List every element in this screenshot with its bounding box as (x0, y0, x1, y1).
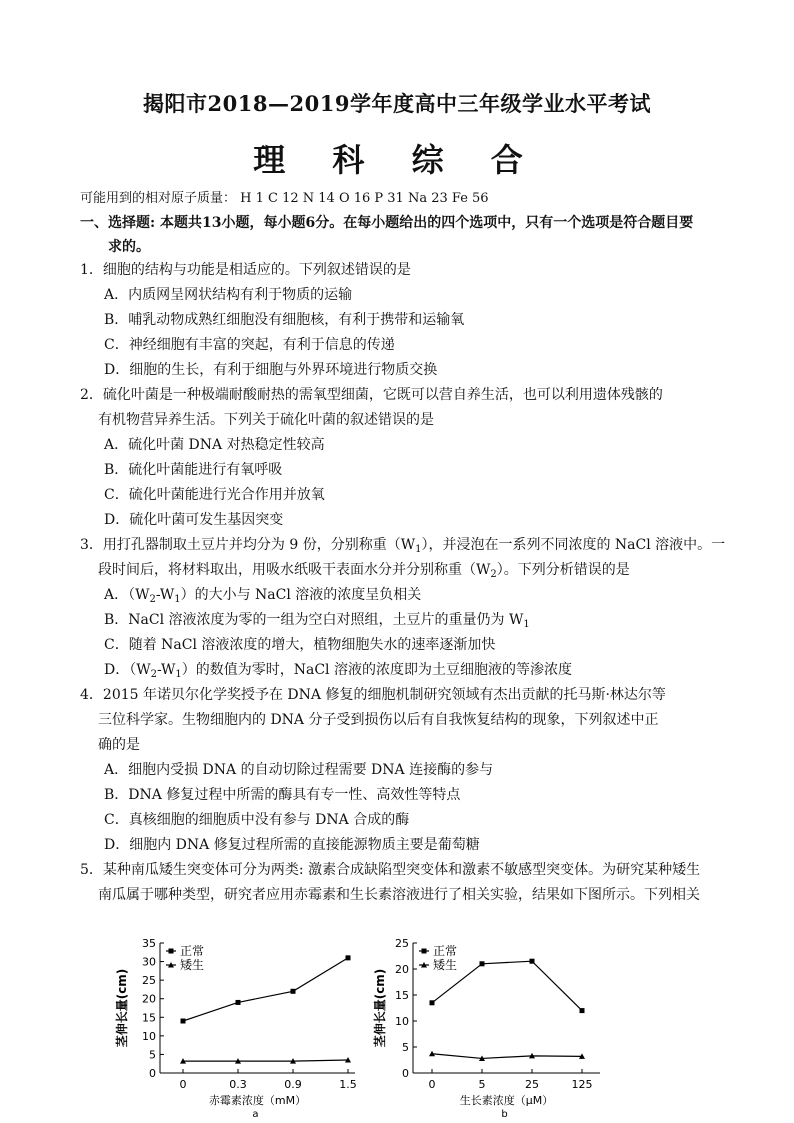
chart-b-y-axis-label: 茎伸长量(cm) (373, 968, 387, 1048)
chart-b-y-tick-label: 25 (395, 937, 409, 950)
chart-b-point-normal (430, 1000, 435, 1005)
chart-a-y-tick-label: 30 (142, 955, 156, 969)
q2-stem-line1: 2．硫化叶菌是一种极端耐酸耐热的需氧型细菌，它既可以营自养生活，也可以利用遗体残骸的 (80, 387, 663, 403)
chart-b-y-tick-label: 0 (402, 1067, 409, 1080)
chart-b-y-tick-label: 5 (402, 1041, 409, 1054)
q3-option-c: C．随着 NaCl 溶液浓度的增大，植物细胞失水的速率逐渐加快 (104, 637, 496, 653)
q1-option-d: D．细胞的生长，有利于细胞与外界环境进行物质交换 (104, 362, 438, 378)
q5-stem-line1: 5．某种南瓜矮生突变体可分为两类: 激素合成缺陷型突变体和激素不敏感型突变体。为研究某种矮生 (80, 862, 701, 878)
chart-a-x-tick-label: 1.5 (339, 1078, 357, 1091)
q3-stem-line2: 段时间后，将材料取出，用吸水纸吸干表面水分并分别称重$(W_2)$。下列分析错误的是 (98, 562, 630, 580)
chart-b-point-normal (480, 961, 485, 966)
q2-option-a: A．硫化叶菌 DNA 对热稳定性较高 (104, 437, 325, 453)
chart-b-panel-label: b (501, 1109, 508, 1118)
chart-b-point-normal (580, 1008, 585, 1013)
exam-subtitle: 理 科 综 合 (253, 141, 541, 179)
chart-a-x-axis-label: 赤霉素浓度（mM） (208, 1094, 307, 1107)
chart-b-y-tick-label: 15 (395, 989, 409, 1002)
chart-a-point-normal (236, 1000, 241, 1005)
q4-option-b: B．DNA 修复过程中所需的酶具有专一性、高效性等特点 (104, 787, 461, 803)
chart-b-x-tick-label: 125 (571, 1078, 593, 1091)
q1-option-a: A．内质网呈网状结构有利于物质的运输 (104, 287, 353, 303)
chart-a-legend-label-normal: 正常 (180, 944, 205, 958)
q3-option-b: B．NaCl 溶液浓度为零的一组为空白对照组，土豆片的重量仍为 $W_1$ (104, 612, 530, 630)
q1-stem: 1．细胞的结构与功能是相适应的。下列叙述错误的是 (80, 262, 411, 278)
chart-a-point-normal (346, 955, 351, 960)
chart-b-series-dwarf-line (432, 1054, 582, 1059)
chart-a-y-tick-label: 20 (142, 992, 156, 1006)
chart-a-point-normal (181, 1019, 186, 1024)
chart-b-x-tick-label: 5 (478, 1078, 486, 1091)
q4-option-d: D．细胞内 DNA 修复过程所需的直接能源物质主要是葡萄糖 (104, 837, 480, 853)
chart-b-x-tick-label: 25 (525, 1078, 539, 1091)
chart-a-x-tick-label: 0.9 (284, 1078, 302, 1091)
chart-b-auxin (370, 930, 610, 1118)
q3-stem-line1: 3．用打孔器制取土豆片并均分为 9 份，分别称重$(W_1)$，并浸泡在一系列不同浓度的 NaCl 溶液中。一 (80, 537, 726, 555)
q3-option-a: A．$(W_2-W_1)$的大小与 NaCl 溶液的浓度呈负相关 (104, 587, 422, 605)
chart-a-y-tick-label: 15 (142, 1011, 156, 1025)
chart-b-y-tick-label: 20 (395, 963, 409, 976)
section1-heading: 一、选择题: 本题共13小题，每小题6分。在每小题给出的四个选项中，只有一个选项是符合题目要 (80, 215, 694, 231)
chart-a-y-axis-label: 茎伸长量(cm) (115, 968, 129, 1048)
chart-b-x-tick-label: 0 (428, 1078, 436, 1091)
chart-a-series-normal-line (183, 958, 348, 1021)
q2-stem-line2: 有机物营异养生活。下列关于硫化叶菌的叙述错误的是 (98, 412, 434, 428)
chart-b-legend-label-normal: 正常 (433, 944, 458, 958)
q1-option-b: B．哺乳动物成熟红细胞没有细胞核，有利于携带和运输氧 (104, 312, 465, 328)
q4-option-a: A．细胞内受损 DNA 的自动切除过程需要 DNA 连接酶的参与 (104, 762, 494, 778)
chart-a-panel-label: a (252, 1109, 259, 1118)
q4-stem-line1: 4．2015 年诺贝尔化学奖授予在 DNA 修复的细胞机制研究领域有杰出贡献的托马斯·林达尔等 (80, 687, 666, 703)
atomic-masses: 可能用到的相对原子质量： H 1 C 12 N 14 O 16 P 31 Na 23 Fe 56 (80, 191, 489, 206)
section1-heading-cont: 求的。 (108, 239, 150, 255)
q4-option-c: C．真核细胞的细胞质中没有参与 DNA 合成的酶 (104, 812, 410, 828)
q2-option-d: D．硫化叶菌可发生基因突变 (104, 512, 284, 528)
chart-a-gibberellin (110, 930, 370, 1118)
chart-a-series-dwarf-line (183, 1060, 348, 1061)
q4-stem-line3: 确的是 (98, 737, 140, 753)
chart-b-x-axis-label: 生长素浓度（μM） (459, 1094, 554, 1107)
chart-a-y-tick-label: 10 (142, 1029, 156, 1043)
q5-stem-line2: 南瓜属于哪种类型，研究者应用赤霉素和生长素溶液进行了相关实验，结果如下图所示。下列相关 (98, 887, 700, 903)
q4-stem-line2: 三位科学家。生物细胞内的 DNA 分子受到损伤以后有自我恢复结构的现象，下列叙述中正 (98, 712, 659, 728)
q2-option-c: C．硫化叶菌能进行光合作用并放氧 (104, 487, 325, 503)
chart-a-x-tick-label: 0 (179, 1078, 187, 1091)
q2-option-b: B．硫化叶菌能进行有氧呼吸 (104, 462, 283, 478)
chart-a-y-tick-label: 0 (149, 1067, 156, 1080)
chart-a-legend-label-dwarf: 矮生 (180, 958, 205, 972)
chart-a-y-tick-label: 5 (149, 1048, 156, 1062)
q1-option-c: C．神经细胞有丰富的突起，有利于信息的传递 (104, 337, 395, 353)
chart-a-legend-marker-normal (169, 949, 174, 954)
chart-a-y-tick-label: 25 (142, 974, 156, 988)
exam-title: 揭阳市2018—2019学年度高中三年级学业水平考试 (143, 91, 651, 116)
q3-option-d: D．$(W_2-W_1)$的数值为零时，NaCl 溶液的浓度即为土豆细胞液的等渗浓度 (104, 662, 572, 680)
chart-a-point-normal (291, 989, 296, 994)
chart-b-y-tick-label: 10 (395, 1015, 409, 1028)
chart-b-legend-marker-normal (422, 949, 427, 954)
chart-b-legend-label-dwarf: 矮生 (433, 958, 458, 972)
chart-a-x-tick-label: 0.3 (229, 1078, 247, 1091)
chart-b-point-normal (530, 959, 535, 964)
chart-a-y-tick-label: 35 (142, 937, 156, 950)
